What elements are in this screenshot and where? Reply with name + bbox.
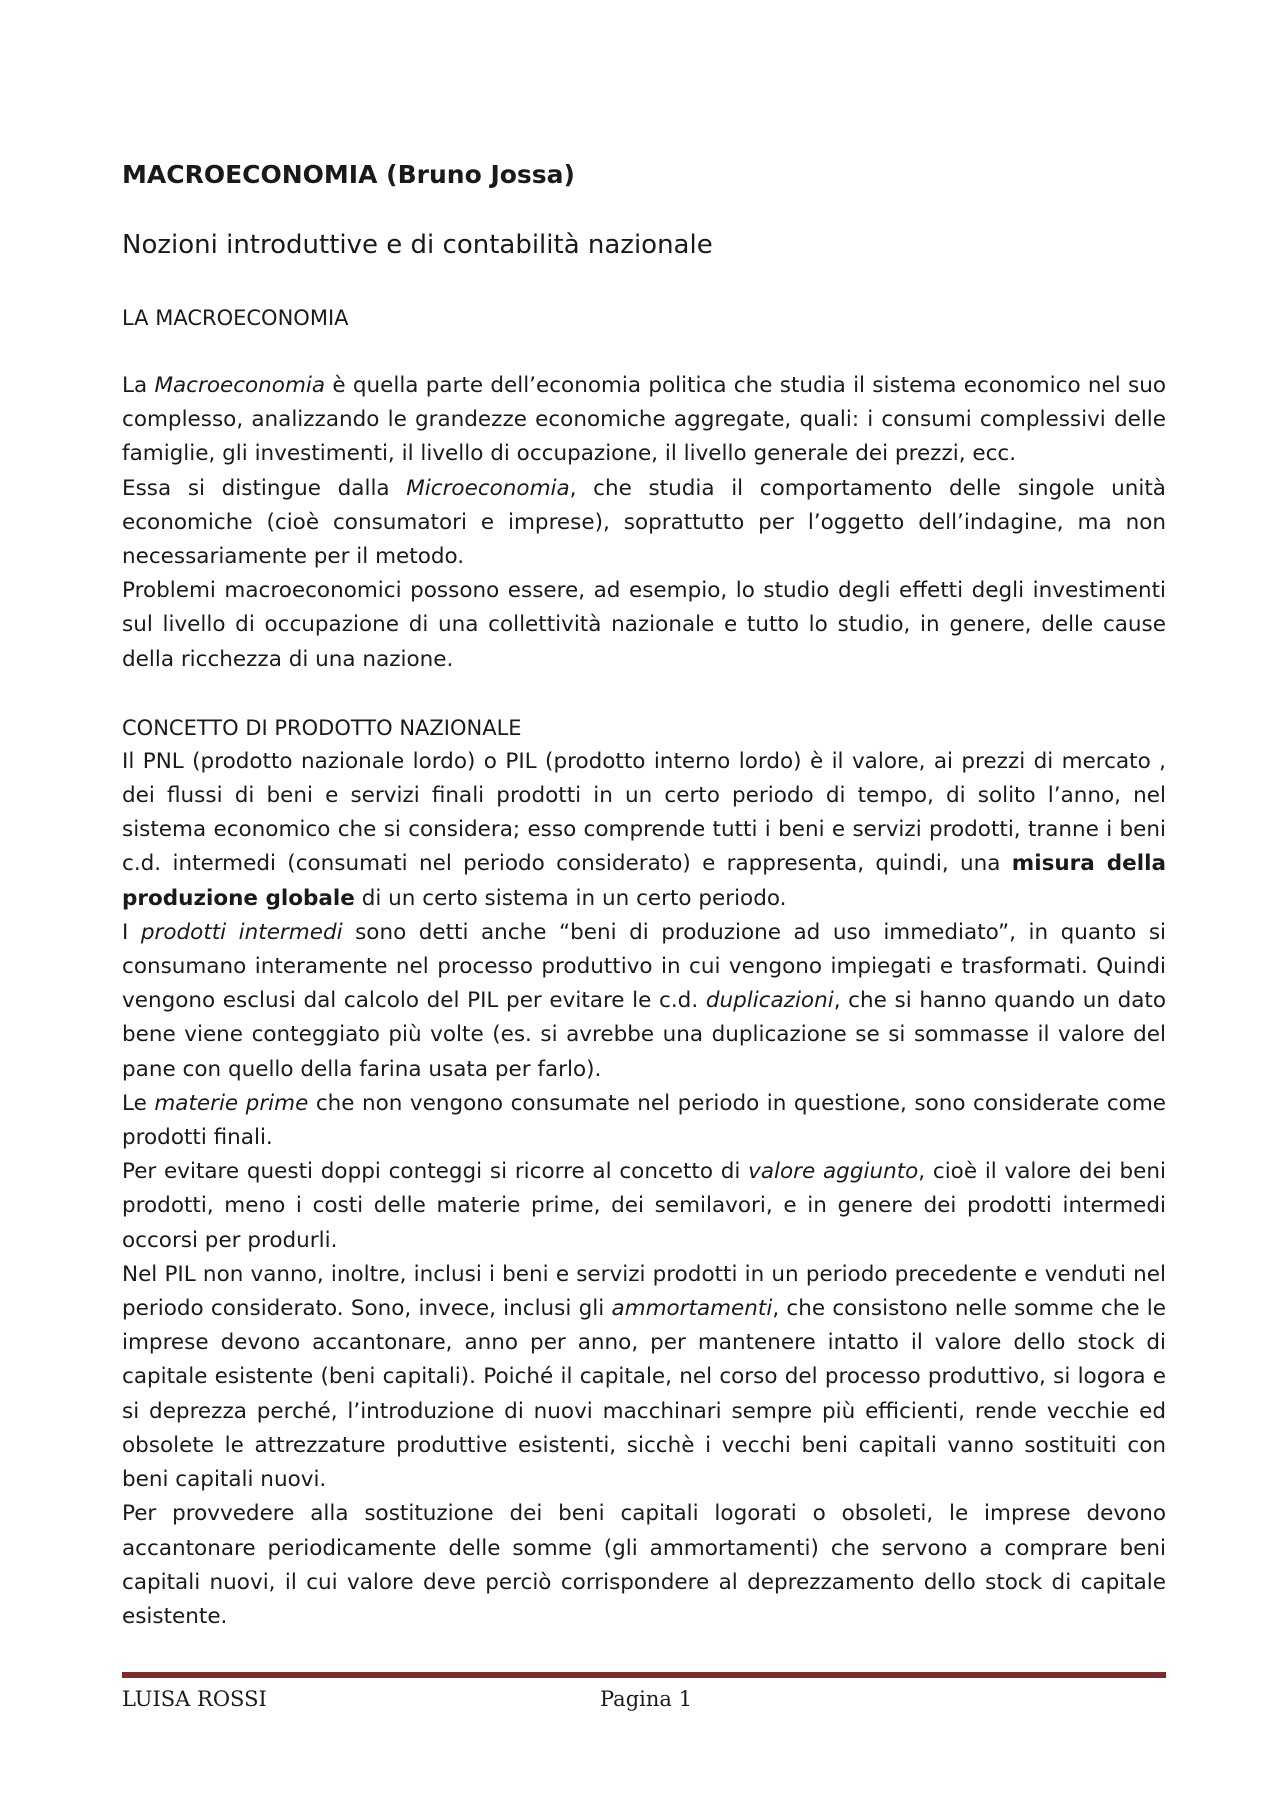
paragraph: Nel PIL non vanno, inoltre, inclusi i beni e servizi prodotti in un periodo precedente e venduti nel periodo considerato. Sono, invece, inclusi gli ammortamenti, che consistono nelle somme che le imprese devono accantonare, anno per anno, per mantenere intatto il valore dello stock di capitale esistente (beni capitali). Poiché il capitale, nel corso del processo produttivo, si logora e si deprezza perché, l’introduzione di nuovi macchinari sempre più efficienti, rende vecchie ed obsolete le attrezzature produttive esistenti, sicchè i vecchi beni capitali vanno sostituiti con beni capitali nuovi.: [122, 1261, 1167, 1493]
document-subtitle: Nozioni introduttive e di contabilità nazionale: [122, 230, 713, 260]
section-heading-prodotto-nazionale: CONCETTO DI PRODOTTO NAZIONALE: [122, 715, 522, 740]
paragraph: I prodotti intermedi sono detti anche “beni di produzione ad uso immediato”, in quanto si consumano interamente nel processo produttivo in cui vengono impiegati e trasformati. Quindi vengono esclusi dal calcolo del PIL per evitare le c.d. duplicazioni, che si hanno quando un dato bene viene conteggiato più volte (es. si avrebbe una duplicazione se si sommasse il valore del pane con quello della farina usata per farlo).: [122, 919, 1167, 1082]
section-body-prodotto-nazionale: [122, 745, 1166, 1634]
italic-term: materie prime: [154, 1090, 309, 1116]
section-body-macroeconomia: [122, 369, 1166, 677]
paragraph: Problemi macroeconomici possono essere, ad esempio, lo studio degli effetti degli investimenti sul livello di occupazione di una collettività nazionale e tutto lo studio, in genere, delle cause della ricchezza di una nazione.: [122, 578, 1166, 672]
italic-term: valore aggiunto: [748, 1159, 919, 1185]
footer-page-number: Pagina 1: [600, 1687, 692, 1711]
bold-phrase: misura della produzione globale: [122, 851, 1166, 911]
paragraph: Per provvedere alla sostituzione dei beni capitali logorati o obsoleti, le imprese devono accantonare periodicamente delle somme (gli ammortamenti) che servono a comprare beni capitali nuovi, il cui valore deve perciò corrispondere al deprezzamento dello stock di capitale esistente.: [122, 1501, 1166, 1629]
paragraph: Per evitare questi doppi conteggi si ricorre al concetto di valore aggiunto, cioè il valore dei beni prodotti, meno i costi delle materie prime, dei semilavori, e in genere dei prodotti intermedi occorsi per produrli.: [122, 1159, 1166, 1253]
paragraph: Essa si distingue dalla Microeconomia, che studia il comportamento delle singole unità economiche (cioè consumatori e imprese), soprattutto per l’oggetto dell’indagine, ma non necessariamente per il metodo.: [122, 475, 1166, 570]
paragraph: Il PNL (prodotto nazionale lordo) o PIL (prodotto interno lordo) è il valore, ai prezzi di mercato , dei flussi di beni e servizi finali prodotti in un certo periodo di tempo, di solito l’anno, nel sistema economico che si considera; esso comprende tutti i beni e servizi prodotti, tranne i beni c.d. intermedi (consumati nel periodo considerato) e rappresenta, quindi, una misura della produzione globale di un certo sistema in un certo periodo.: [122, 748, 1166, 911]
paragraph: La Macroeconomia è quella parte dell’economia politica che studia il sistema economico nel suo complesso, analizzando le grandezze economiche aggregate, quali: i consumi complessivi delle famiglie, gli investimenti, il livello di occupazione, il livello generale dei prezzi, ecc.: [122, 373, 1166, 467]
section-heading-macroeconomia: LA MACROECONOMIA: [122, 306, 349, 330]
paragraph: Le materie prime che non vengono consumate nel periodo in questione, sono considerate come prodotti finali.: [122, 1090, 1166, 1151]
italic-term: Macroeconomia: [154, 373, 326, 398]
footer-divider: [122, 1672, 1166, 1678]
italic-term: Microeconomia: [406, 475, 570, 501]
italic-term: duplicazioni: [705, 988, 834, 1014]
italic-term: ammortamenti: [611, 1296, 773, 1322]
footer-author: LUISA ROSSI: [122, 1687, 267, 1711]
document-page: [122, 150, 1166, 1634]
italic-term: prodotti intermedi: [140, 919, 343, 945]
document-title: MACROECONOMIA (Bruno Jossa): [122, 160, 575, 189]
